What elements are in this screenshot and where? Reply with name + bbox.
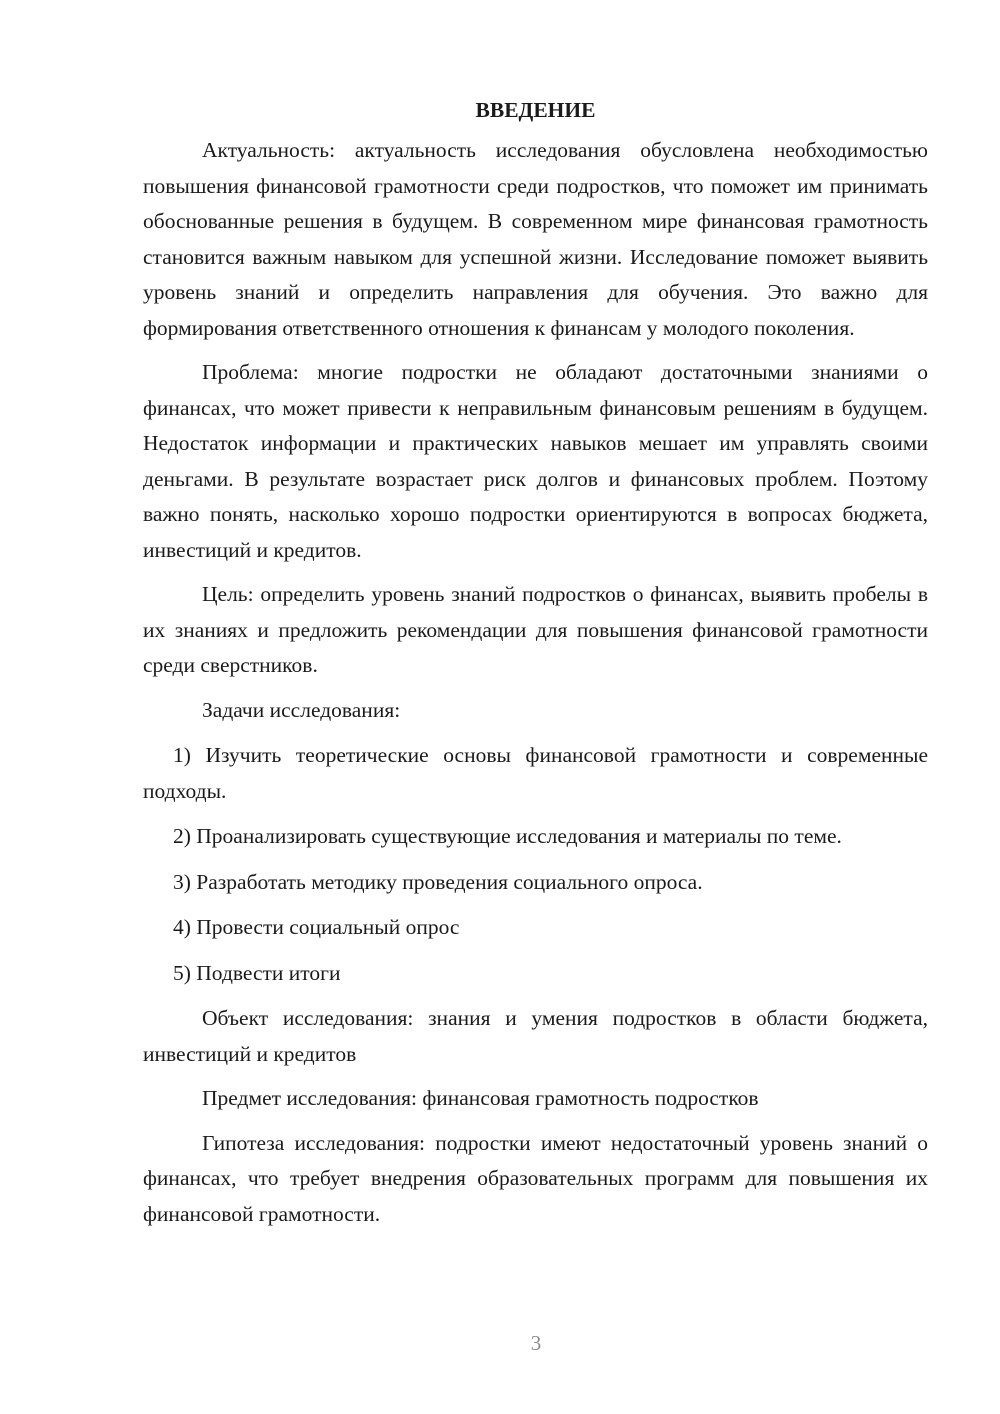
object-paragraph: Объект исследования: знания и умения подростков в области бюджета, инвестиций и кредитов (143, 1006, 928, 1066)
task-item-4: 4) Провести социальный опрос (173, 915, 460, 939)
task-item-5: 5) Подвести итоги (173, 960, 341, 985)
hypothesis-paragraph: Гипотеза исследования: подростки имеют недостаточный уровень знаний о финансах, что требует внедрения образовательных программ для повышения их финансовой грамотности. (143, 1130, 928, 1226)
subject-paragraph: Предмет исследования: финансовая грамотность подростков (202, 1086, 759, 1110)
task-item-1: 1) Изучить теоретические основы финансовой грамотности и современные подходы. (143, 743, 928, 803)
goal-paragraph: Цель: определить уровень знаний подростков о финансах, выявить пробелы в их знаниях и предложить рекомендации для повышения финансовой грамотности среди сверстников. (143, 582, 928, 677)
task-item-3: 3) Разработать методику проведения социального опроса. (173, 869, 703, 894)
page-content (143, 93, 928, 1241)
relevance-paragraph: Актуальность: актуальность исследования обусловлена необходимостью повышения финансовой грамотности среди подростков, что поможет им принимать обоснованные решения в будущем. В современном мире финансовая грамотность становится важным навыком для успешной жизни. Исследование поможет выявить уровень знаний и определить направления для обучения. Это важно для формирования ответственного отношения к финансам у молодого поколения. (143, 138, 928, 340)
task-item-2: 2) Проанализировать существующие исследования и материалы по теме. (173, 824, 842, 848)
problem-paragraph: Проблема: многие подростки не обладают достаточными знаниями о финансах, что может привести к неправильным финансовым решениям в будущем. Недостаток информации и практических навыков мешает им управлять своими деньгами. В результате возрастает риск долгов и финансовых проблем. Поэтому важно понять, насколько хорошо подростки ориентируются в вопросах бюджета, инвестиций и кредитов. (143, 360, 928, 562)
tasks-title: Задачи исследования: (202, 697, 401, 722)
page-number: 3 (530, 1331, 542, 1355)
section-heading: ВВЕДЕНИЕ (475, 98, 596, 122)
